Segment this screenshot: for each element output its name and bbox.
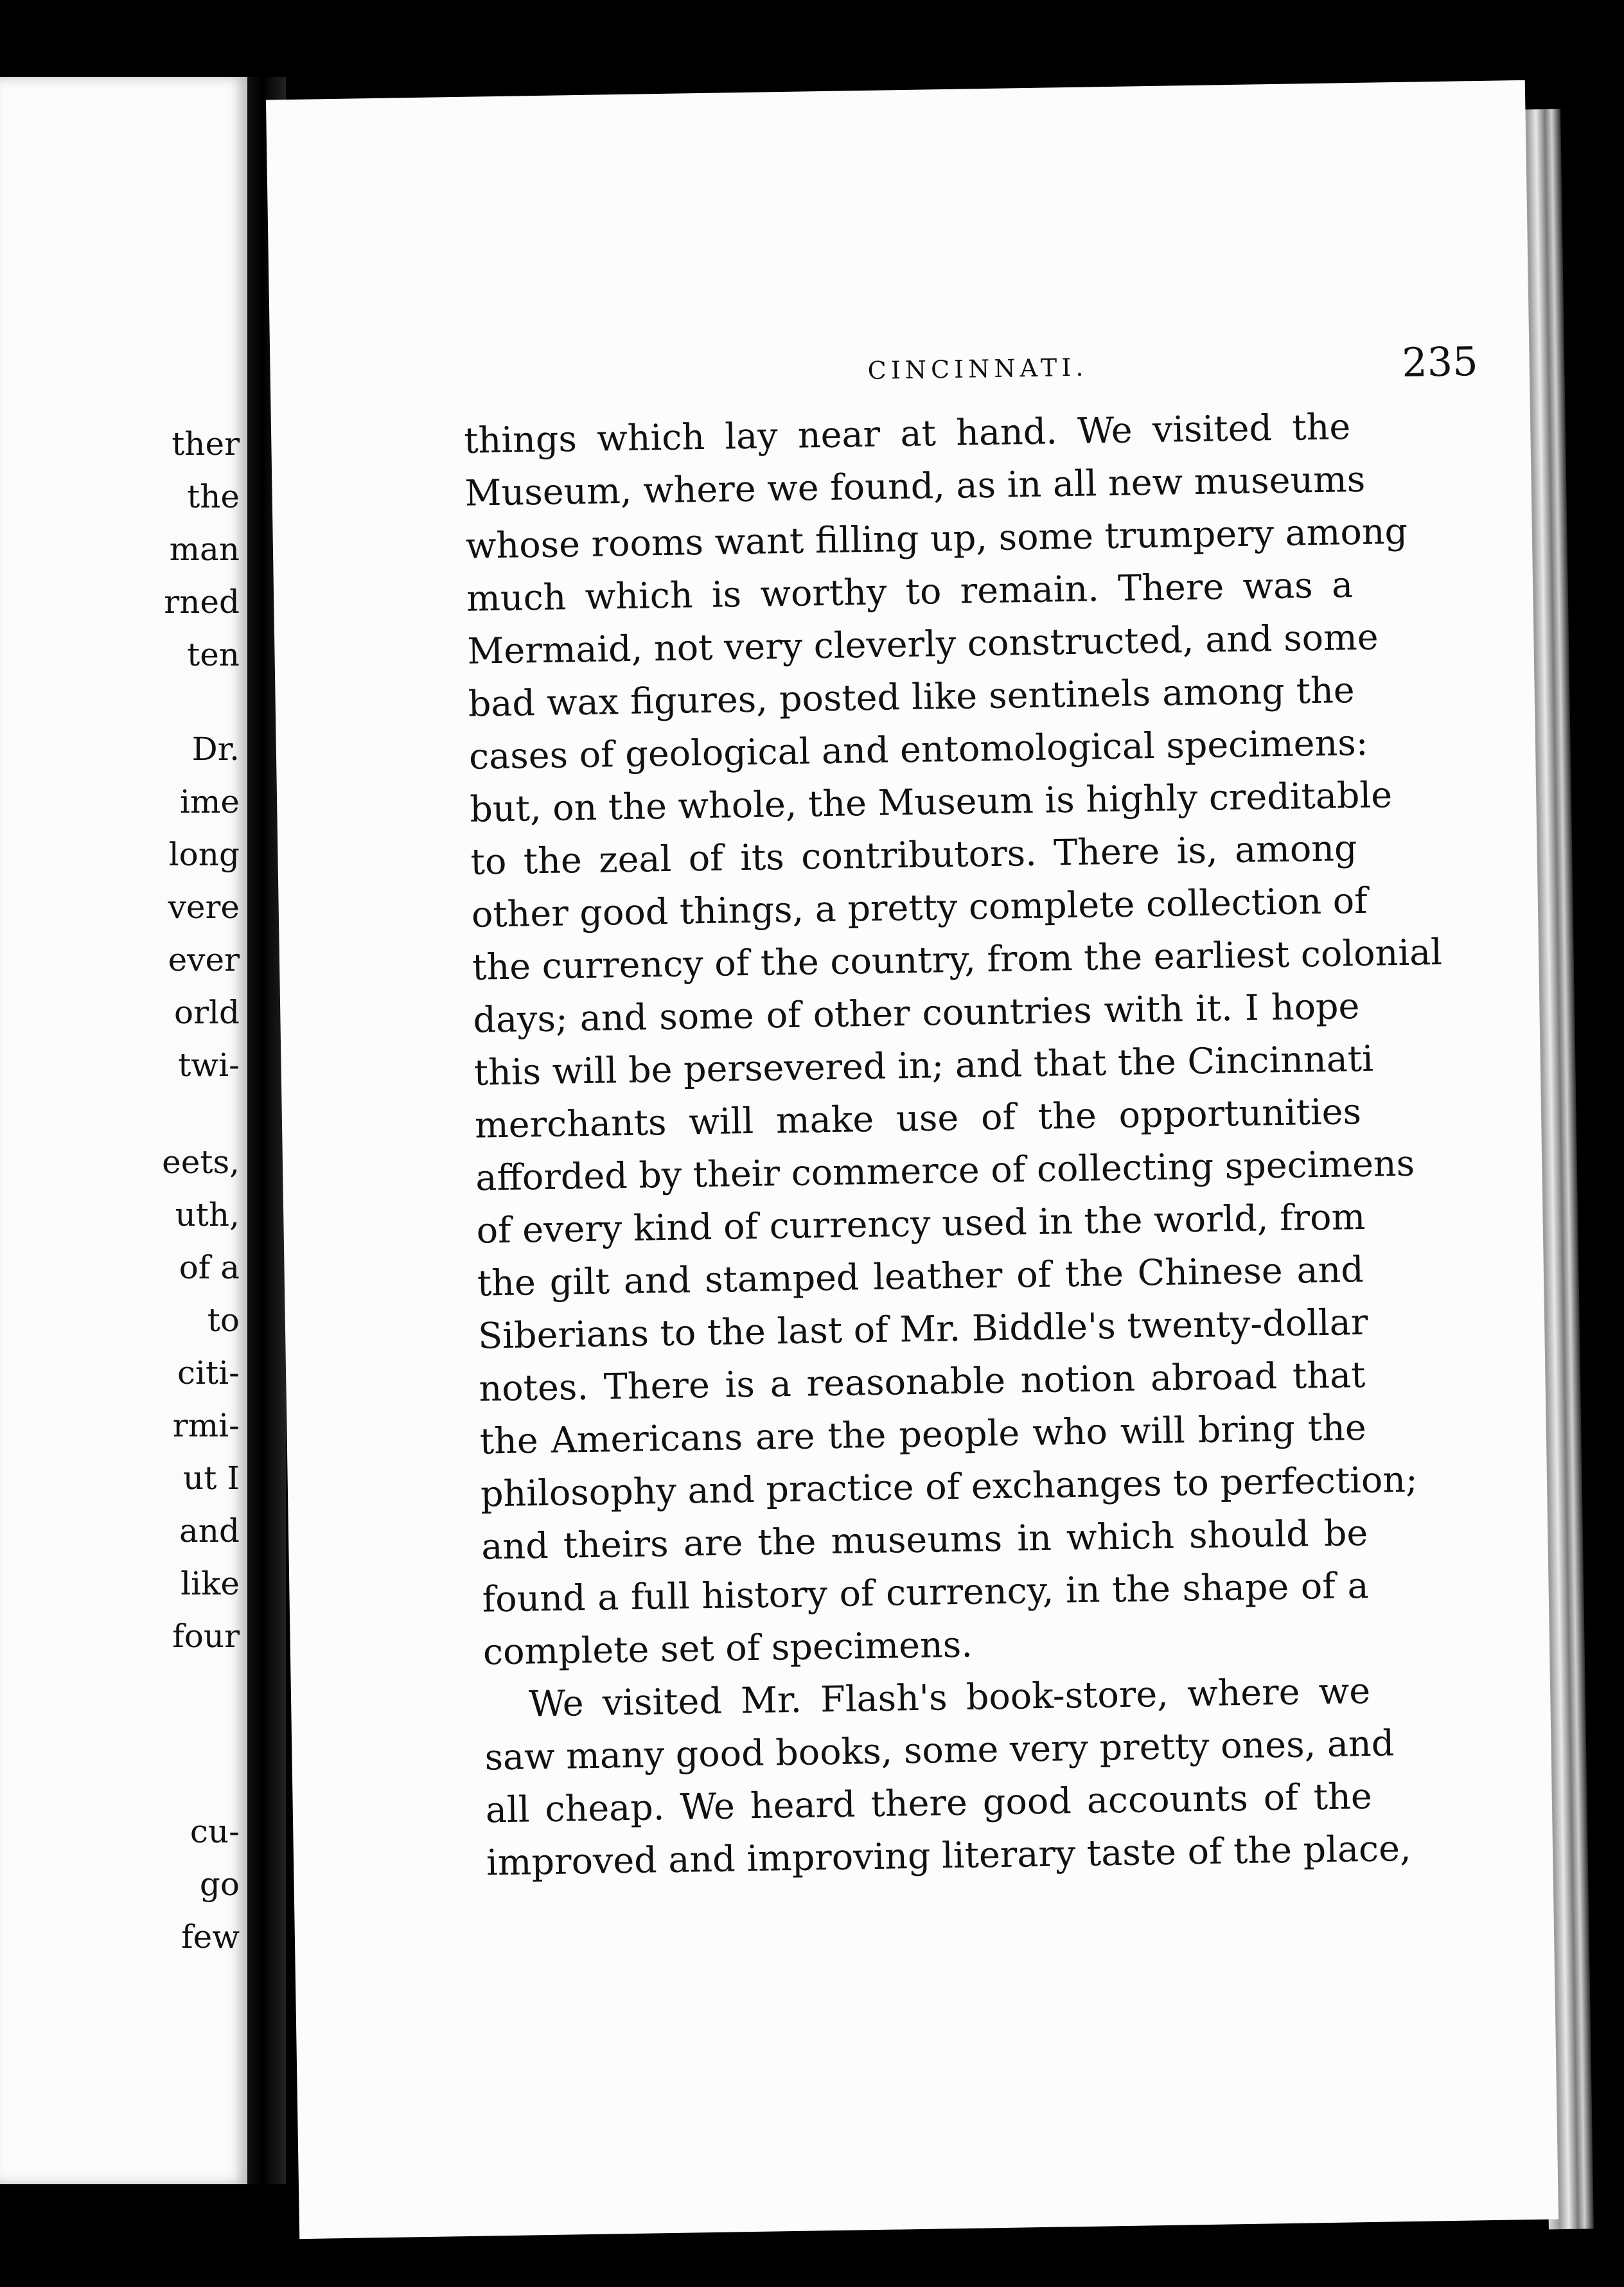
text-line: and theirs are the museums in which should be — [481, 1512, 1368, 1568]
left-text-fragment: four — [172, 1618, 240, 1655]
left-text-fragment: go — [199, 1866, 240, 1903]
left-text-fragment: vere — [168, 888, 240, 926]
left-text-fragment: ut I — [183, 1460, 240, 1497]
body-text — [463, 401, 1443, 1889]
text-line: notes. There is a reasonable notion abroad that — [479, 1354, 1366, 1410]
text-line: whose rooms want filling up, some trumpery among — [465, 510, 1408, 567]
left-text-fragment: Dr. — [191, 730, 240, 768]
previous-page-fragment — [0, 77, 247, 2184]
text-line: bad wax figures, posted like sentinels among the — [468, 669, 1355, 725]
text-line: improved and improving literary taste of the place, — [486, 1827, 1412, 1884]
left-text-fragment: orld — [173, 994, 240, 1031]
text-line: days; and some of other countries with it. I hope — [473, 985, 1360, 1041]
text-line: cases of geological and entomological specimens: — [468, 721, 1368, 778]
page-number: 235 — [1401, 338, 1479, 386]
left-text-fragment: to — [207, 1302, 240, 1339]
text-line: the Americans are the people who will bring the — [479, 1406, 1367, 1463]
text-line: Museum, where we found, as in all new museums — [464, 458, 1366, 515]
left-text-fragment: uth, — [175, 1196, 240, 1233]
text-line: the currency of the country, from the earliest colonial — [472, 932, 1443, 989]
text-line: found a full history of currency, in the shape of a — [482, 1564, 1370, 1621]
left-text-fragment: and — [179, 1512, 240, 1550]
text-line: philosophy and practice of exchanges to perfection; — [480, 1458, 1418, 1515]
left-text-fragment: the — [187, 478, 240, 515]
left-text-fragment: few — [181, 1918, 240, 1956]
text-line: Mermaid, not very cleverly constructed, and some — [466, 616, 1379, 673]
left-text-fragment: of a — [179, 1249, 240, 1286]
text-line: merchants will make use of the opportunities — [474, 1091, 1362, 1147]
text-line: much which is worthy to remain. There was a — [466, 564, 1354, 620]
text-line: of every kind of currency used in the world, from — [476, 1196, 1366, 1252]
text-line: things which lay near at hand. We visited the — [463, 406, 1351, 462]
left-text-fragment: long — [168, 836, 240, 873]
text-line: the gilt and stamped leather of the Chinese and — [477, 1248, 1364, 1305]
left-text-fragment: eets, — [162, 1144, 240, 1181]
text-line: afforded by their commerce of collecting specimens — [475, 1142, 1415, 1199]
text-line: this will be persevered in; and that the Cincinnati — [473, 1038, 1374, 1094]
text-line: all cheap. We heard there good accounts of the — [485, 1775, 1373, 1832]
paragraph-end-line: complete set of specimens. — [482, 1623, 973, 1673]
left-text-fragment: ever — [168, 941, 240, 978]
left-text-fragment: citi- — [177, 1354, 240, 1391]
paragraph-start-line: We visited Mr. Flash's book-store, where we — [528, 1670, 1371, 1726]
text-line: other good things, a pretty complete collection of — [471, 879, 1368, 936]
left-text-fragment: twi- — [178, 1046, 240, 1084]
left-text-fragment: like — [181, 1565, 240, 1602]
left-text-fragment: cu- — [190, 1813, 240, 1850]
left-text-fragment: ten — [187, 636, 240, 673]
left-text-fragment: rmi- — [172, 1407, 240, 1444]
left-text-fragment: rned — [164, 583, 240, 621]
left-text-fragment: ther — [172, 425, 240, 463]
text-line: Siberians to the last of Mr. Biddle's twenty-dollar — [477, 1301, 1368, 1357]
running-head — [784, 338, 1478, 400]
left-text-fragment: ime — [180, 783, 240, 820]
running-title: CINCINNATI. — [867, 353, 1088, 385]
book-page — [266, 80, 1558, 2239]
text-line: saw many good books, some very pretty ones, and — [484, 1722, 1395, 1779]
text-line: to the zeal of its contributors. There is, among — [470, 827, 1357, 883]
text-line: but, on the whole, the Museum is highly creditable — [469, 774, 1393, 831]
left-text-fragment: man — [169, 531, 240, 568]
